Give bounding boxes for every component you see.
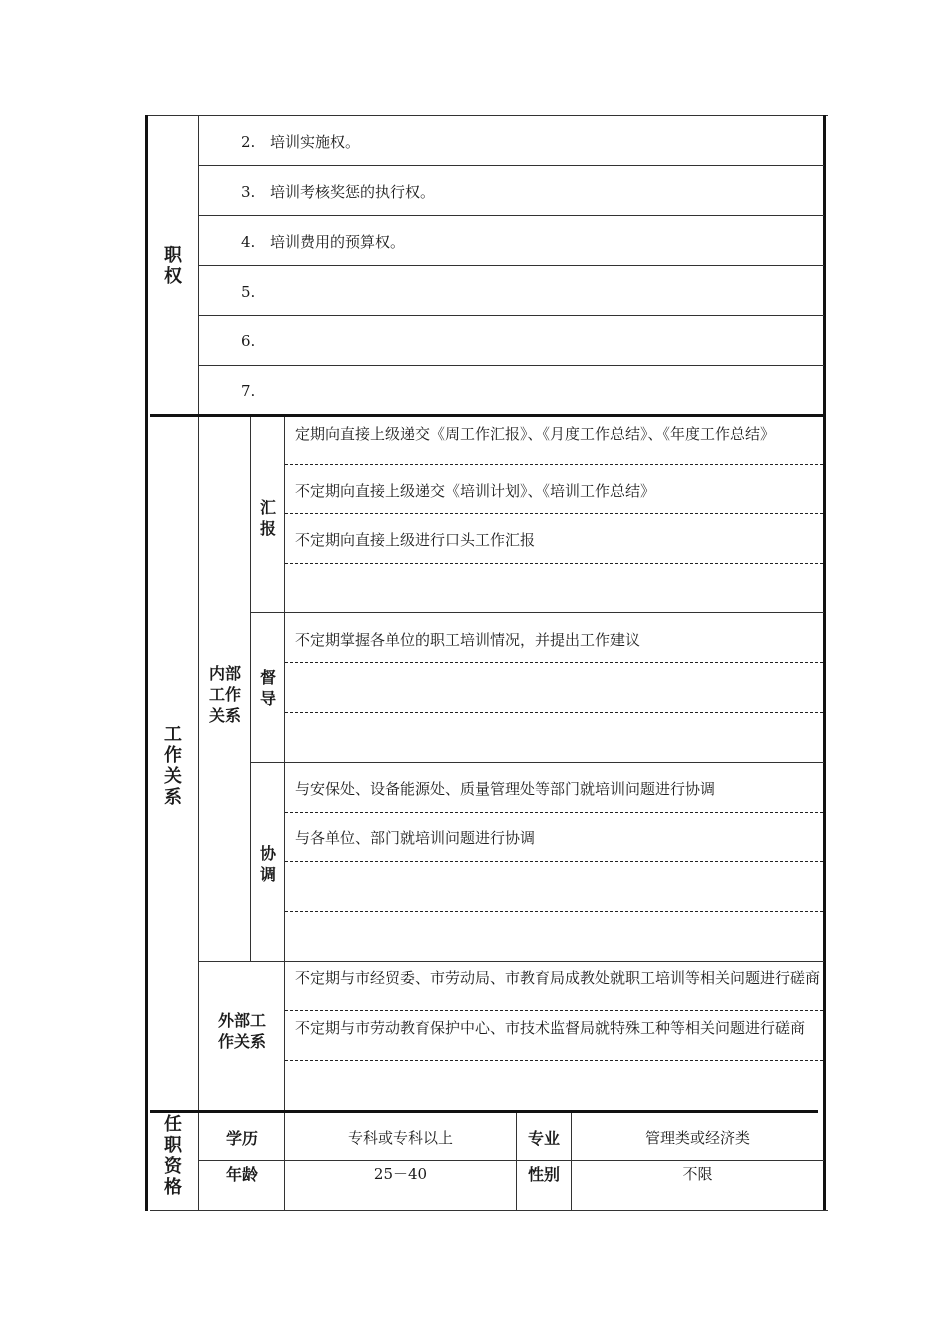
education-label: 学历 [225, 1129, 258, 1148]
dash-line [285, 563, 823, 564]
authority-label: 职权 [164, 245, 182, 287]
dash-line [285, 1060, 823, 1061]
group-separator [198, 961, 824, 962]
qual-row-line [198, 1160, 824, 1161]
external-item: 不定期与市劳动教育保护中心、市技术监督局就特殊工种等相关问题进行磋商 [295, 1019, 806, 1037]
qual-divider [198, 1113, 199, 1210]
dash-line [285, 513, 823, 514]
row-line [198, 365, 824, 366]
dash-line [285, 812, 823, 813]
coordinate-item: 与安保处、设备能源处、质量管理处等部门就培训问题进行协调 [295, 780, 716, 798]
external-item: 不定期与市经贸委、市劳动局、市教育局成教处就职工培训等相关问题进行磋商 [295, 969, 821, 987]
report-item: 定期向直接上级递交《周工作汇报》、《月度工作总结》、《年度工作总结》 [295, 425, 776, 443]
row-line [198, 315, 824, 316]
row-line [198, 215, 824, 216]
item-text: 培训费用的预算权。 [270, 233, 406, 251]
section-separator [150, 1110, 818, 1113]
supervise-item: 不定期掌握各单位的职工培训情况，并提出工作建议 [295, 631, 641, 649]
table-top-border [145, 115, 828, 116]
item-number: 5. [241, 283, 256, 301]
table-right-border [823, 115, 826, 1211]
report-item: 不定期向直接上级进行口头工作汇报 [295, 531, 536, 549]
item-number: 2. [241, 133, 256, 151]
relations-divider [198, 417, 199, 1111]
item-text: 培训考核奖惩的执行权。 [270, 183, 436, 201]
age-value: 25－40 [373, 1165, 428, 1183]
internal-divider [250, 417, 251, 962]
section-separator [150, 414, 826, 417]
major-value: 管理类或经济类 [644, 1129, 750, 1147]
coordinate-label: 协调 [259, 844, 276, 884]
item-number: 7. [241, 382, 256, 400]
dash-line [285, 662, 823, 663]
group-separator [250, 762, 824, 763]
age-label: 年龄 [225, 1165, 258, 1184]
content-divider [284, 417, 285, 1111]
report-item: 不定期向直接上级递交《培训计划》、《培训工作总结》 [295, 482, 656, 500]
major-label: 专业 [527, 1129, 560, 1148]
dash-line [285, 861, 823, 862]
dash-line [285, 1010, 823, 1011]
qual-divider [516, 1113, 517, 1210]
report-label: 汇报 [259, 498, 276, 538]
supervise-label: 督导 [259, 668, 276, 708]
qual-divider [284, 1113, 285, 1210]
table-bottom-border [198, 1210, 828, 1211]
row-line [198, 165, 824, 166]
gender-value: 不限 [682, 1165, 713, 1183]
item-text: 培训实施权。 [270, 133, 361, 151]
gender-label: 性别 [527, 1165, 560, 1184]
dash-line [285, 464, 823, 465]
item-number: 4. [241, 233, 256, 251]
internal-label: 内部工作关系 [208, 664, 241, 725]
external-label: 外部工作关系 [218, 1011, 267, 1051]
qual-divider [571, 1113, 572, 1210]
item-number: 6. [241, 332, 256, 350]
relations-label: 工作关系 [164, 724, 182, 808]
row-line [198, 265, 824, 266]
education-value: 专科或专科以上 [347, 1129, 453, 1147]
table-left-border [145, 115, 148, 1211]
dash-line [285, 712, 823, 713]
dash-line [285, 911, 823, 912]
coordinate-item: 与各单位、部门就培训问题进行协调 [295, 829, 536, 847]
qualification-label: 任职资格 [164, 1114, 182, 1198]
group-separator [250, 612, 824, 613]
item-number: 3. [241, 183, 256, 201]
table-bottom-border-left [150, 1210, 200, 1211]
